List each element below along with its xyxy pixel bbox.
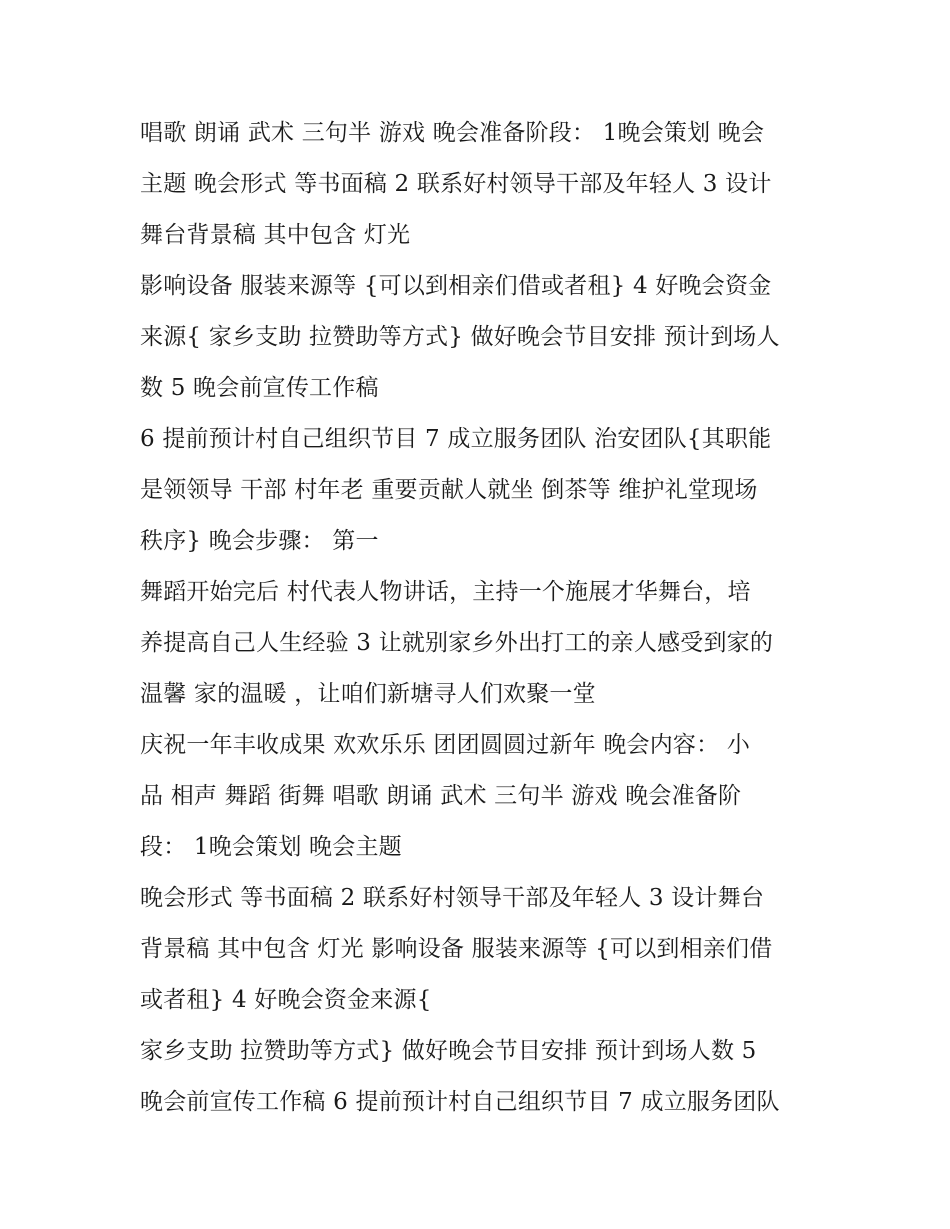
text-line: 影响设备 服装来源等 {可以到相亲们借或者租} 4 好晚会资金: [140, 273, 772, 299]
text-line: 背景稿 其中包含 灯光 影响设备 服装来源等 {可以到相亲们借: [140, 936, 773, 962]
text-line: 舞台背景稿 其中包含 灯光: [140, 222, 411, 248]
text-line: 温馨 家的温暖 ，让咱们新塘寻人们欢聚一堂: [140, 681, 596, 707]
text-line: 段： 1晚会策划 晚会主题: [140, 834, 402, 860]
text-line: 6 提前预计村自己组织节目 7 成立服务团队 治安团队{其职能: [140, 426, 772, 452]
text-line: 庆祝一年丰收成果 欢欢乐乐 团团圆圆过新年 晚会内容： 小: [140, 732, 751, 758]
text-line: 舞蹈开始完后 村代表人物讲话，主持一个施展才华舞台，培: [140, 579, 751, 605]
text-line: 晚会前宣传工作稿 6 提前预计村自己组织节目 7 成立服务团队: [140, 1089, 780, 1115]
text-line: 主题 晚会形式 等书面稿 2 联系好村领导干部及年轻人 3 设计: [140, 171, 772, 197]
text-line: 来源{ 家乡支助 拉赞助等方式} 做好晚会节目安排 预计到场人: [140, 324, 780, 350]
text-line: 唱歌 朗诵 武术 三句半 游戏 晚会准备阶段： 1晚会策划 晚会: [140, 120, 765, 146]
text-line: 数 5 晚会前宣传工作稿: [140, 375, 379, 401]
document-body: [140, 108, 820, 1128]
text-line: 秩序} 晚会步骤： 第一: [140, 528, 379, 554]
text-line: 是领领导 干部 村年老 重要贡献人就坐 倒茶等 维护礼堂现场: [140, 477, 758, 503]
text-line: 晚会形式 等书面稿 2 联系好村领导干部及年轻人 3 设计舞台: [140, 885, 765, 911]
text-line: 家乡支助 拉赞助等方式} 做好晚会节目安排 预计到场人数 5: [140, 1038, 757, 1064]
text-line: 品 相声 舞蹈 街舞 唱歌 朗诵 武术 三句半 游戏 晚会准备阶: [140, 783, 742, 809]
text-line: 养提高自己人生经验 3 让就别家乡外出打工的亲人感受到家的: [140, 630, 774, 656]
text-line: 或者租} 4 好晚会资金来源{: [140, 987, 432, 1013]
